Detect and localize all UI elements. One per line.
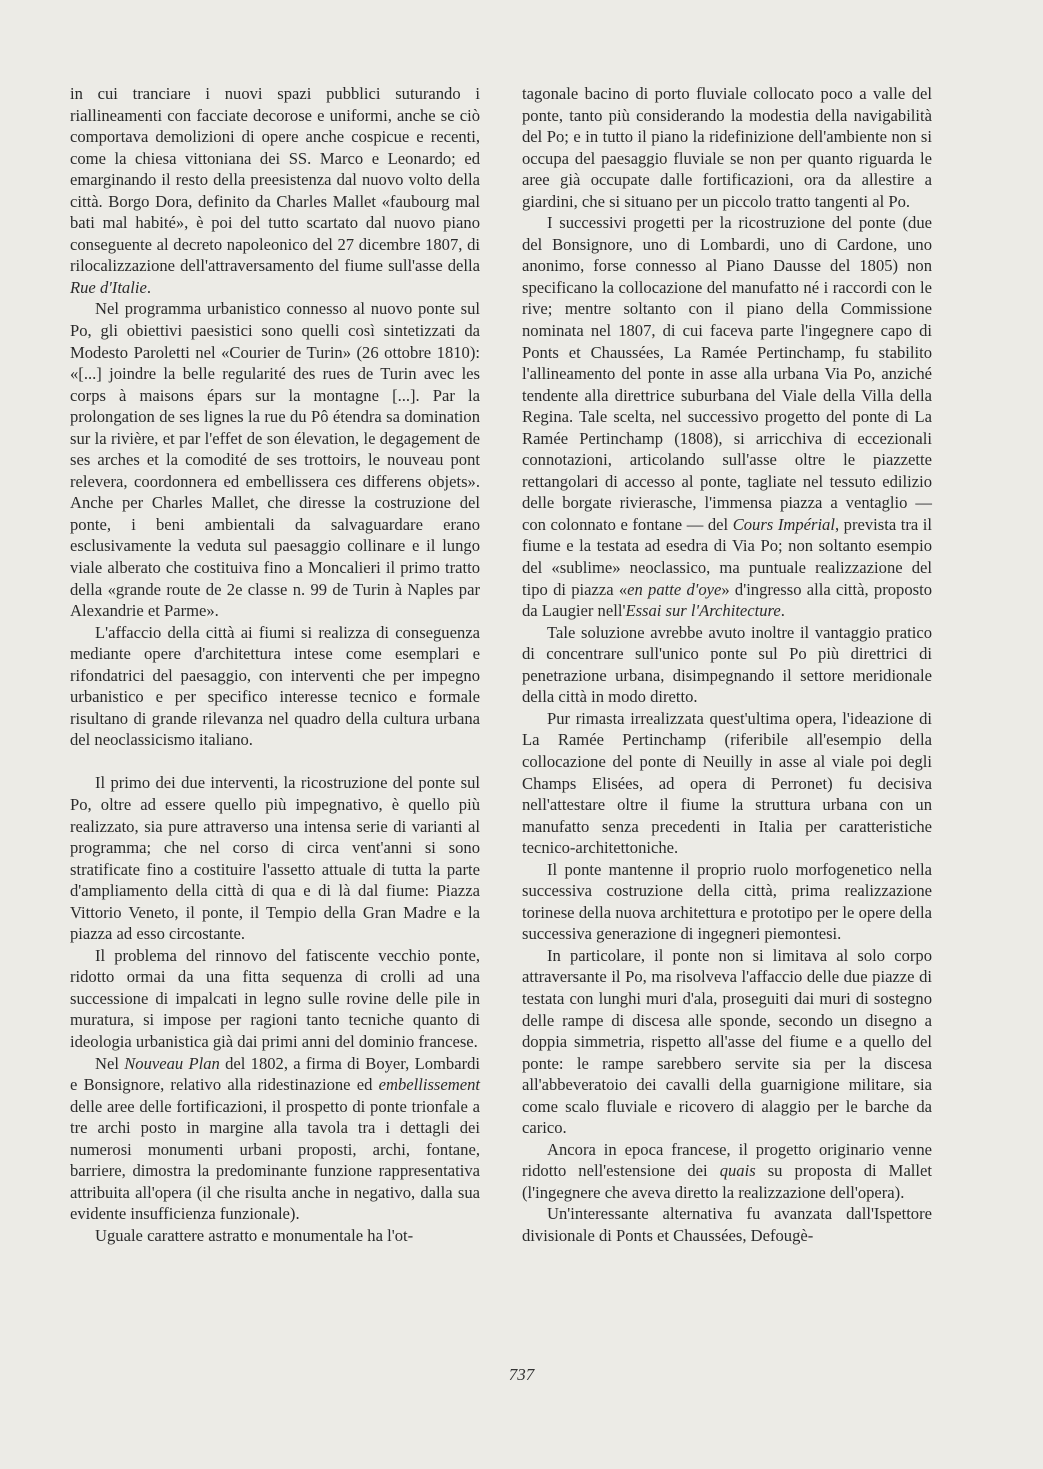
emphasis: Rue d'Italie xyxy=(70,277,147,297)
paragraph: L'affaccio della città ai fiumi si realizza di conseguenza mediante opere d'architettura intese come esemplari e rifondatrici del paesaggio, con interventi che per impegno urbanistico e per specifico interesse tecnico e formale risultano di grande rilevanza nel quadro della cultura urbana del neoclassicismo italiano. xyxy=(70,622,480,750)
right-column xyxy=(522,83,932,1247)
paragraph: Il primo dei due interventi, la ricostruzione del ponte sul Po, oltre ad essere quello più impegnativo, è quello più realizzato, sia pure attraverso una intensa serie di varianti al programma; che nel corso di circa vent'anni si sono stratificate fino a costituire l'assetto attuale di tutta la parte d'ampliamento della città di qua e di là dal fiume: Piazza Vittorio Veneto, il ponte, il Tempio della Gran Madre e la piazza ad esso circostante. xyxy=(70,773,480,944)
emphasis: en patte d'oye xyxy=(627,579,722,599)
paragraph: I successivi progetti per la ricostruzione del ponte (due del Bonsignore, uno di Lombardi, uno di Cardone, uno anonimo, forse connesso al Piano Dausse del 1805) non specificano la collocazione del manufatto né i raccordi con le rive; mentre soltanto con il piano della Commissione nominata nel 1807, di cui faceva parte l'ingegnere capo di Ponts et Chaussées, La Ramée Pertinchamp, fu stabilito l'allineamento del ponte in asse alla urbana Via Po, anziché tendente alla direttrice suburbana del Viale della Villa della Regina. Tale scelta, nel successivo progetto del ponte di La Ramée Pertinchamp (1808), si arricchiva di eccezionali connotazioni, articolando sull'asse oltre le piazzette rettangolari di accesso al ponte, tagliate nel tessuto edilizio delle borgate rivierasche, l'immensa piazza a ventaglio — con colonnato e fontane — del Cours Impérial, prevista tra il fiume e la testata ad esedra di Via Po; non soltanto esempio del «sublime» neoclassico, ma puntuale realizzazione del tipo di piazza «en patte d'oye» d'ingresso alla città, proposto da Laugier nell'Essai sur l'Architecture. xyxy=(522,213,933,621)
emphasis: Cours Impérial xyxy=(732,514,835,534)
paragraph: Ancora in epoca francese, il progetto originario venne ridotto nell'estensione dei quais su proposta di Mallet (l'ingegnere che aveva diretto la realizzazione dell'opera). xyxy=(522,1139,932,1202)
left-column xyxy=(70,83,480,1246)
emphasis: quais xyxy=(719,1161,756,1181)
paragraph: In particolare, il ponte non si limitava al solo corpo attraversante il Po, ma risolveva l'affaccio delle due piazze di testata con lunghi muri d'ala, proseguiti dai muri di sostegno delle rampe di discesa alle sponde, secondo un disegno a doppia simmetria, rispetto all'asse del fiume e a quello del ponte: le rampe sarebbero servite sia per la discesa all'abbeveratoio dei cavalli della guarnigione militare, sia come scalo fluviale e ricovero di alaggio per le barche da carico. xyxy=(522,945,932,1138)
emphasis: Nouveau Plan xyxy=(124,1053,220,1073)
paragraph: Il ponte mantenne il proprio ruolo morfogenetico nella successiva costruzione della città, prima realizzazione torinese della nuova architettura e prototipo per le opere della successiva generazione di ingegneri piemontesi. xyxy=(522,859,932,944)
paragraph: Tale soluzione avrebbe avuto inoltre il vantaggio pratico di concentrare sull'unico ponte sul Po più direttrici di penetrazione urbana, disimpegnando il settore meridionale della città in modo diretto. xyxy=(522,622,932,707)
paragraph: tagonale bacino di porto fluviale collocato poco a valle del ponte, tanto più considerando la modestia della navigabilità del Po; e in tutto il piano la ridefinizione dell'ambiente non si occupa del paesaggio fluviale se non per quanto riguarda le aree già occupate dalle fortificazioni, ora da allestire a giardini, che si situano per un piccolo tratto tangenti al Po. xyxy=(522,84,932,211)
page-number: 737 xyxy=(508,1365,535,1384)
paragraph: Il problema del rinnovo del fatiscente vecchio ponte, ridotto ormai da una fitta sequenza di crolli ad una successione di impalcati in legno sulle rovine delle pile in muratura, si impose per ragioni tanto tecniche quanto di ideologia urbanistica già dai primi anni del dominio francese. xyxy=(70,945,480,1052)
paragraph: Nel Nouveau Plan del 1802, a firma di Boyer, Lombardi e Bonsignore, relativo alla ridestinazione ed embellissement delle aree delle fortificazioni, il prospetto di ponte trionfale a tre archi posto in margine alla tavola tra i dettagli dei numerosi monumenti urbani proposti, archi, fontane, barriere, dimostra la predominante funzione rappresentativa attribuita all'opera (il che risulta anche in negativo, dalla sua evidente insufficienza funzionale). xyxy=(70,1053,481,1224)
emphasis: embellissement xyxy=(378,1075,480,1095)
paragraph: Nel programma urbanistico connesso al nuovo ponte sul Po, gli obiettivi paesistici sono quelli così sintetizzati da Modesto Paroletti nel «Courier de Turin» (26 ottobre 1810): «[...] joindre la belle regularité des rues de Turin avec les corps à maisons épars sur la montagne [...]. Par la prolongation de ses lignes la rue du Pô étendra sa domination sur la rivière, et par l'effet de son élevation, le degagement de ses arches et la comodité de ses trottoirs, le nouveau pont relevera, coordonnera ed embellissera ces differens objets». Anche per Charles Mallet, che diresse la costruzione del ponte, i beni ambientali da salvaguardare erano esclusivamente la veduta sul paesaggio collinare e il lungo viale alberato che costituiva fino a Moncalieri il primo tratto della «grande route de 2e classe n. 99 de Turin à Naples par Alexandrie et Parme». xyxy=(70,299,480,621)
paragraph: Uguale carattere astratto e monumentale ha l'ot- xyxy=(95,1225,414,1245)
emphasis: Essai sur l'Architecture xyxy=(625,601,781,621)
paragraph: in cui tranciare i nuovi spazi pubblici suturando i riallineamenti con facciate decorose e uniformi, anche se ciò comportava demolizioni di opere anche cospicue e recenti, come la chiesa vittoniana dei SS. Marco e Leonardo; ed emarginando il resto della preesistenza dal nuovo volto della città. Borgo Dora, definito da Charles Mallet «faubourg mal bati mal habité», è poi del tutto scartato dal nuovo piano conseguente al decreto napoleonico del 27 dicembre 1807, di rilocalizzazione dell'attraversamento del fiume sull'asse della Rue d'Italie. xyxy=(70,84,480,297)
paragraph: Un'interessante alternativa fu avanzata dall'Ispettore divisionale di Ponts et Chaussées, Defougè- xyxy=(522,1204,932,1245)
paragraph: Pur rimasta irrealizzata quest'ultima opera, l'ideazione di La Ramée Pertinchamp (riferibile all'esempio della collocazione del ponte di Neuilly in asse al viale poi degli Champs Elisées, ad opera di Perronet) fu decisiva nell'attestare oltre il fiume la struttura urbana con un manufatto senza precedenti in Italia per caratteristiche tecnico-architettoniche. xyxy=(522,708,932,858)
